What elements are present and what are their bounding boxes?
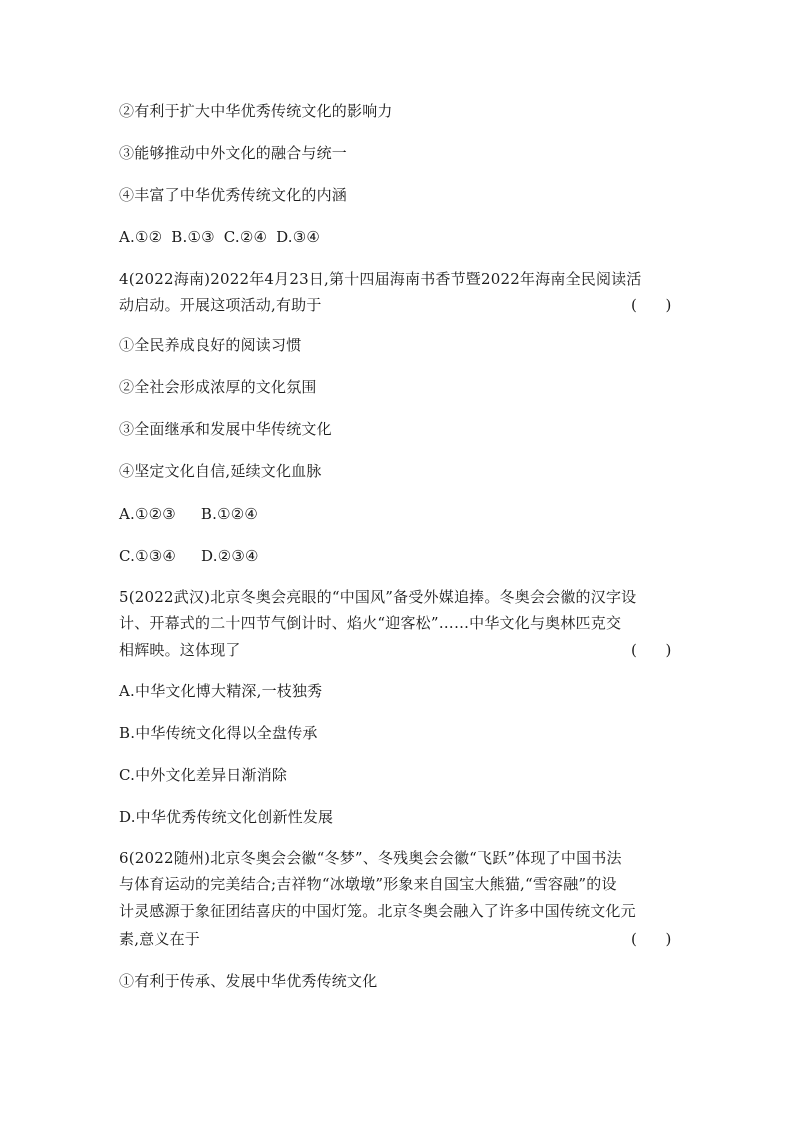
q6-stem-line-1: 6(2022随州)北京冬奥会会徽“冬梦”、冬残奥会会徽“飞跃”体现了中国书法 <box>119 849 622 867</box>
q3-options <box>119 226 320 248</box>
q3-option-a: A.①② <box>119 228 163 246</box>
q6-answer-bracket: ( ) <box>631 930 672 948</box>
q4-stem-line-2: 动启动。开展这项活动,有助于 <box>119 296 322 314</box>
q3-statement-4: ④丰富了中华优秀传统文化的内涵 <box>119 186 348 204</box>
q3-statement-2: ②有利于扩大中华优秀传统文化的影响力 <box>119 102 393 120</box>
q3-statement-3: ③能够推动中外文化的融合与统一 <box>119 144 348 162</box>
q5-option-d: D.中华优秀传统文化创新性发展 <box>119 808 334 826</box>
q5-stem-line-2: 计、开幕式的二十四节气倒计时、焰火“迎客松”……中华文化与奥林匹克交 <box>119 614 622 632</box>
q4-statement-4: ④坚定文化自信,延续文化血脉 <box>119 462 322 480</box>
q4-statement-2: ②全社会形成浓厚的文化氛围 <box>119 378 317 396</box>
q4-option-b: B.①②④ <box>200 505 259 523</box>
q4-statement-3: ③全面继承和发展中华传统文化 <box>119 420 332 438</box>
q5-answer-bracket: ( ) <box>631 641 672 659</box>
q5-option-a: A.中华文化博大精深,一枝独秀 <box>119 682 323 700</box>
q4-options-row-1 <box>119 503 258 525</box>
q4-option-d: D.②③④ <box>201 547 259 565</box>
q6-stem-line-2: 与体育运动的完美结合;吉祥物“冰墩墩”形象来自国宝大熊猫,“雪容融”的设 <box>119 875 617 893</box>
q5-option-c: C.中外文化差异日渐消除 <box>119 766 288 784</box>
q4-option-c: C.①③④ <box>119 547 177 565</box>
q5-stem-line-1: 5(2022武汉)北京冬奥会亮眼的“中国风”备受外媒追捧。冬奥会会徽的汉字设 <box>119 588 637 606</box>
q6-stem-line-4: 素,意义在于 <box>119 930 200 948</box>
q3-option-b: B.①③ <box>171 228 215 246</box>
q6-stem-line-3: 计灵感源于象征团结喜庆的中国灯笼。北京冬奥会融入了许多中国传统文化元 <box>119 902 636 920</box>
q4-option-a: A.①②③ <box>119 505 176 523</box>
q5-stem-line-3: 相辉映。这体现了 <box>119 641 241 659</box>
q4-answer-bracket: ( ) <box>631 296 672 314</box>
q3-option-c: C.②④ <box>223 228 268 246</box>
q4-options-row-2 <box>119 545 259 567</box>
q5-option-b: B.中华传统文化得以全盘传承 <box>119 724 318 742</box>
q4-statement-1: ①全民养成良好的阅读习惯 <box>119 336 302 354</box>
q6-statement-1: ①有利于传承、发展中华优秀传统文化 <box>119 972 378 990</box>
q4-stem-line-1: 4(2022海南)2022年4月23日,第十四届海南书香节暨2022年海南全民阅读活 <box>119 270 642 288</box>
q3-option-d: D.③④ <box>276 228 321 246</box>
